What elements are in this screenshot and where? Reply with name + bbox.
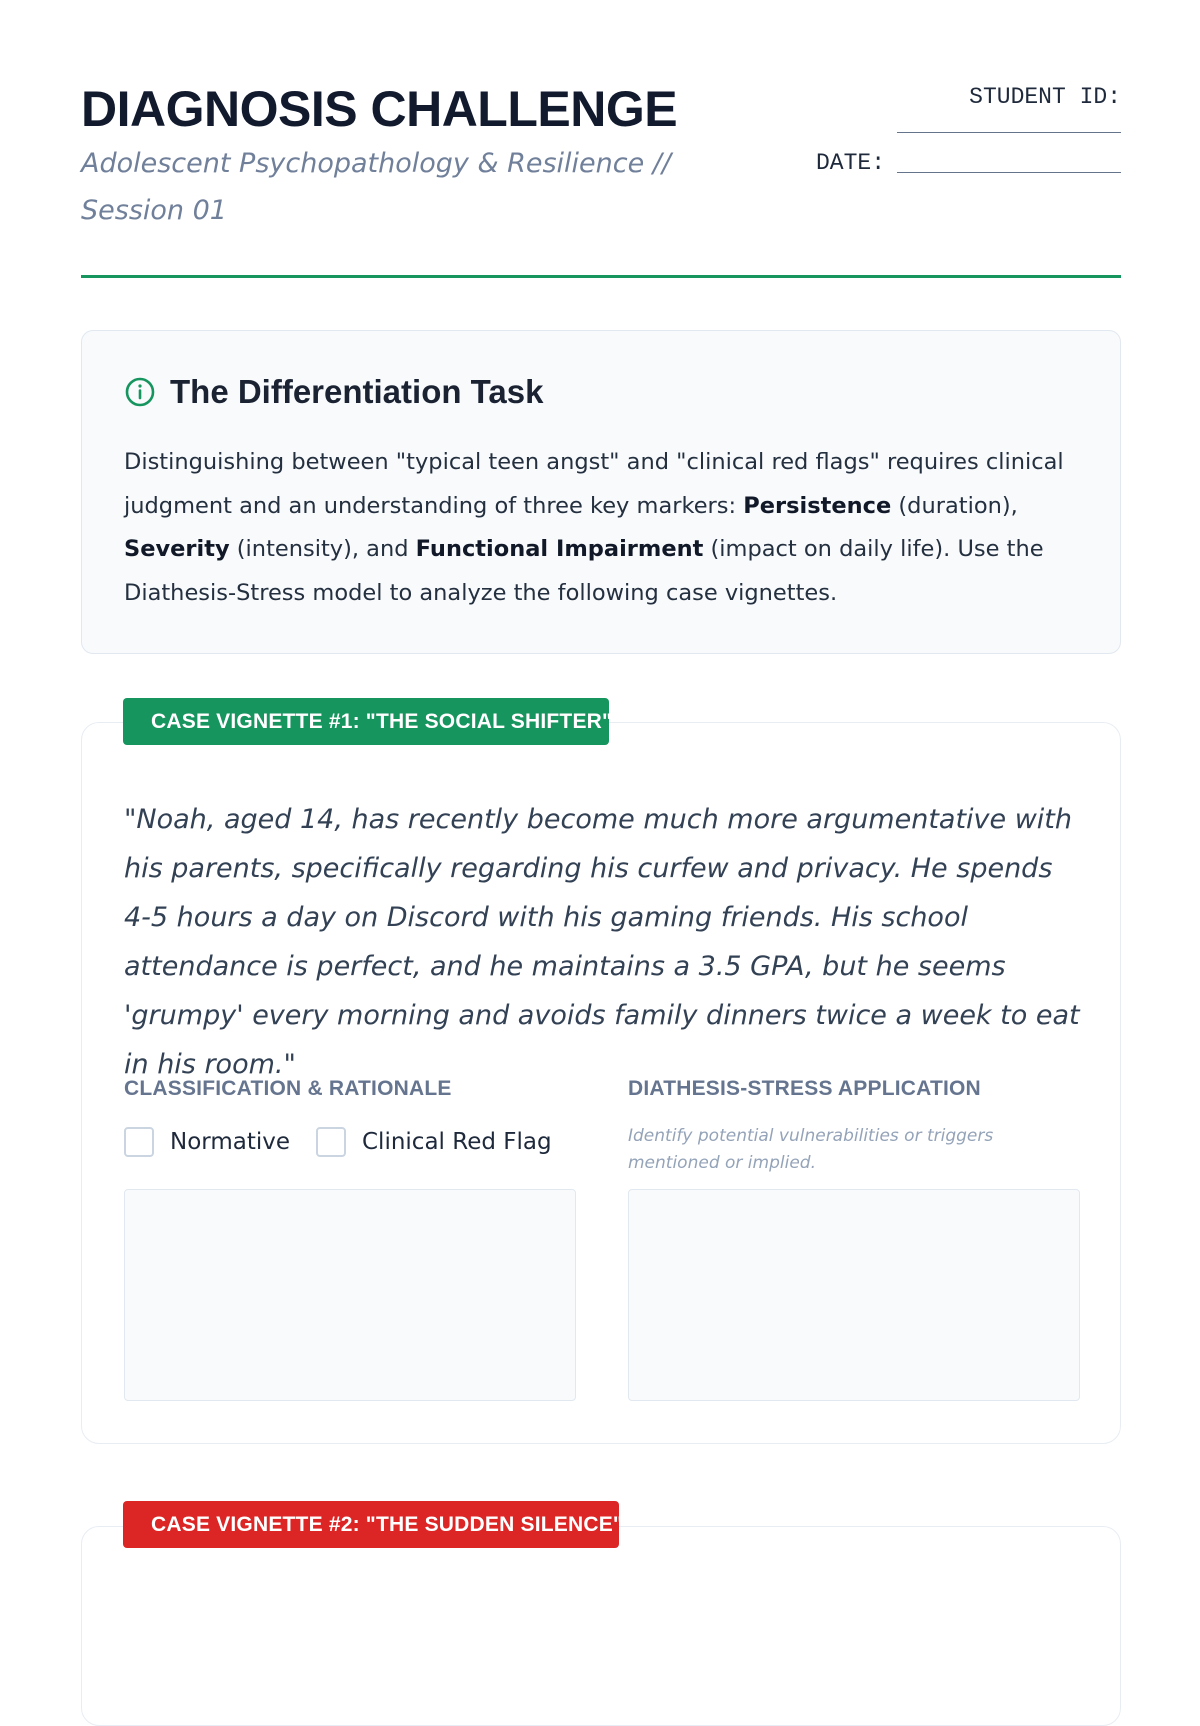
normative-label: Normative xyxy=(170,1129,290,1155)
case-vignette-label-1: CASE VIGNETTE #1: "THE SOCIAL SHIFTER" xyxy=(123,698,609,745)
student-meta xyxy=(801,80,1121,176)
instructions-text-part: (impact on daily life). Use the Diathesis-Stress model to analyze the following case vignettes. xyxy=(124,536,1044,606)
case-vignette-label-2: CASE VIGNETTE #2: "THE SUDDEN SILENCE" xyxy=(123,1501,619,1548)
diathesis-heading: DIATHESIS-STRESS APPLICATION xyxy=(628,1077,981,1100)
case-vignette-text: "Noah, aged 14, has recently become much more argumentative with his parents, specifically regarding his curfew and privacy. He spends 4-5 hours a day on Discord with his gaming friends. His school attendance is perfect, and he maintains a 3.5 GPA, but he seems 'grumpy' every morning and avoids family dinners twice a week to eat in his room." xyxy=(124,804,1080,1080)
classification-rationale-input[interactable] xyxy=(124,1189,576,1401)
term-persistence: Persistence xyxy=(743,492,892,519)
instructions-title: The Differentiation Task xyxy=(170,373,544,410)
instructions-text-part: (duration), xyxy=(891,492,1018,519)
case-vignette-card-1 xyxy=(81,722,1121,1444)
option-clinical-red-flag[interactable] xyxy=(316,1127,552,1157)
normative-checkbox[interactable] xyxy=(124,1127,154,1157)
student-id-field[interactable] xyxy=(897,132,1121,133)
classification-options xyxy=(124,1127,578,1157)
info-circle-icon xyxy=(124,376,156,408)
instructions-heading xyxy=(124,373,543,411)
date-row xyxy=(816,144,1121,180)
instructions-text-part: (intensity), and xyxy=(229,536,416,562)
worksheet-header xyxy=(81,0,1121,278)
clinical-red-flag-checkbox[interactable] xyxy=(316,1127,346,1157)
clinical-red-flag-label: Clinical Red Flag xyxy=(362,1129,552,1155)
date-field[interactable] xyxy=(897,144,1121,173)
instructions-panel xyxy=(81,330,1121,654)
option-normative[interactable] xyxy=(124,1127,290,1157)
student-id-row xyxy=(801,80,1121,114)
instructions-text-part: Distinguishing between "typical teen angst" and "clinical red flags" requires clinical judgment and an understanding of three key markers: xyxy=(124,449,1064,519)
instructions-text xyxy=(124,441,1080,615)
diathesis-hint: Identify potential vulnerabilities or triggers mentioned or implied. xyxy=(628,1126,994,1173)
page-subtitle: Adolescent Psychopathology & Resilience // Session 01 xyxy=(81,148,672,226)
term-severity: Severity xyxy=(124,536,230,562)
student-id-label: STUDENT ID: xyxy=(969,84,1121,110)
diathesis-stress-input[interactable] xyxy=(628,1189,1080,1401)
classification-heading: CLASSIFICATION & RATIONALE xyxy=(124,1077,452,1100)
case-vignette-card-2 xyxy=(81,1526,1121,1726)
page-title: DIAGNOSIS CHALLENGE xyxy=(81,81,678,137)
term-functional-impairment: Functional Impairment xyxy=(415,536,704,562)
date-label: DATE: xyxy=(815,150,885,176)
